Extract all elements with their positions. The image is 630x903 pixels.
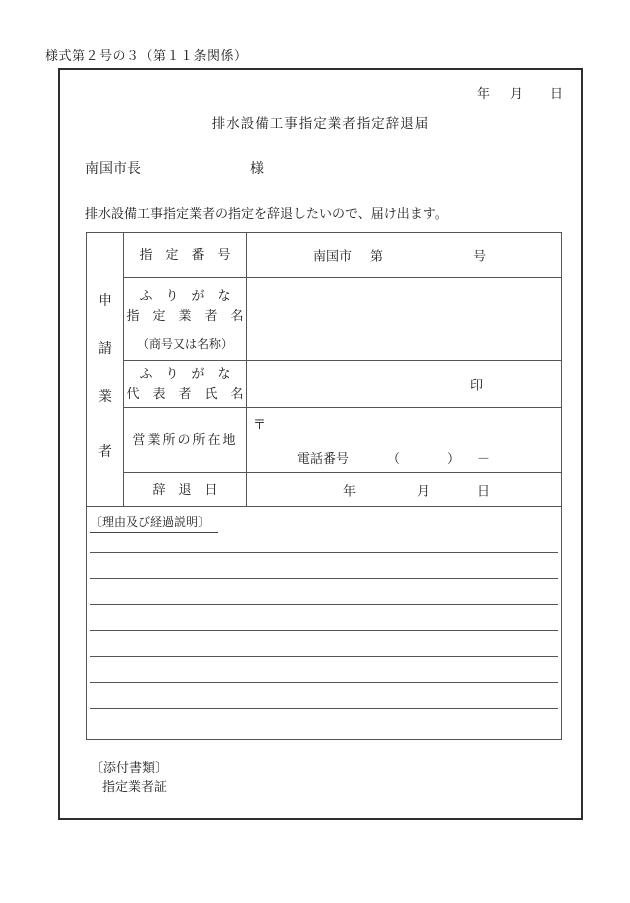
phone-paren-close: ） — [447, 451, 461, 466]
company-name-note: （商号又は名称） — [136, 337, 233, 351]
withdrawal-year-label: 年 — [343, 483, 357, 498]
withdrawal-date-value-cell — [247, 473, 561, 506]
reason-line — [90, 533, 558, 553]
honorific-label: 様 — [250, 162, 264, 177]
row-company-name — [124, 278, 561, 361]
office-address-value-cell — [247, 408, 561, 472]
row-office-address — [124, 408, 561, 473]
company-name-value-cell — [247, 278, 561, 360]
form-title: 排水設備工事指定業者指定辞退届 — [211, 116, 430, 131]
reason-line — [90, 657, 558, 683]
header-date-day-label: 日 — [550, 86, 564, 101]
reason-line — [90, 631, 558, 657]
attachments-section — [90, 758, 168, 796]
attachment-item: 指定業者証 — [102, 779, 168, 794]
postal-mark: 〒 — [253, 417, 267, 432]
form-frame — [58, 68, 583, 820]
side-header-char: 者 — [98, 445, 112, 460]
phone-number-label: 電話番号 — [297, 451, 350, 466]
designation-number-value-cell — [247, 233, 561, 277]
phone-dash: － — [477, 451, 491, 466]
side-header-char: 申 — [98, 294, 112, 309]
applicant-table — [86, 232, 562, 740]
withdrawal-date-label: 辞 退 日 — [124, 473, 247, 506]
number-suffix-label: 号 — [473, 248, 487, 264]
representative-name-label-text: 代 表 者 氏 名 — [126, 386, 244, 401]
header-date-month-label: 月 — [510, 86, 524, 101]
addressee-label: 南国市長 — [85, 162, 141, 177]
seal-mark: 印 — [470, 377, 484, 393]
company-name-label-text: 指 定 業 者 名 — [126, 308, 244, 323]
row-representative — [124, 361, 561, 408]
company-furigana-label: ふ り が な — [139, 288, 231, 303]
phone-paren-open: （ — [387, 451, 401, 466]
form-code-label: 様式第２号の３（第１１条関係） — [45, 48, 248, 63]
side-header-char: 業 — [98, 390, 112, 405]
representative-value-cell — [247, 361, 561, 407]
number-prefix-label: 第 — [370, 248, 384, 264]
reason-line — [90, 553, 558, 579]
side-header-char: 請 — [98, 342, 112, 357]
city-label: 南国市 — [313, 248, 353, 264]
company-name-label — [124, 278, 247, 360]
header-date-year-label: 年 — [477, 86, 491, 101]
applicant-side-header — [87, 233, 124, 507]
reason-section — [87, 507, 561, 739]
reason-lines — [90, 533, 558, 709]
row-designation-number — [124, 233, 561, 278]
table-rows — [124, 233, 561, 507]
office-address-label: 営業所の所在地 — [124, 408, 247, 472]
reason-line — [90, 683, 558, 709]
declaration-statement: 排水設備工事指定業者の指定を辞退したいので、届け出ます。 — [85, 206, 448, 221]
withdrawal-day-label: 日 — [477, 483, 491, 498]
reason-line — [90, 605, 558, 631]
attachments-label: 〔添付書類〕 — [90, 760, 169, 775]
representative-label — [124, 361, 247, 407]
reason-line — [90, 579, 558, 605]
representative-furigana-label: ふ り が な — [139, 366, 231, 381]
withdrawal-month-label: 月 — [417, 483, 431, 498]
row-withdrawal-date — [124, 473, 561, 507]
reason-section-label: 〔理由及び経過説明〕 — [90, 513, 218, 533]
designation-number-label: 指 定 番 号 — [124, 233, 247, 277]
